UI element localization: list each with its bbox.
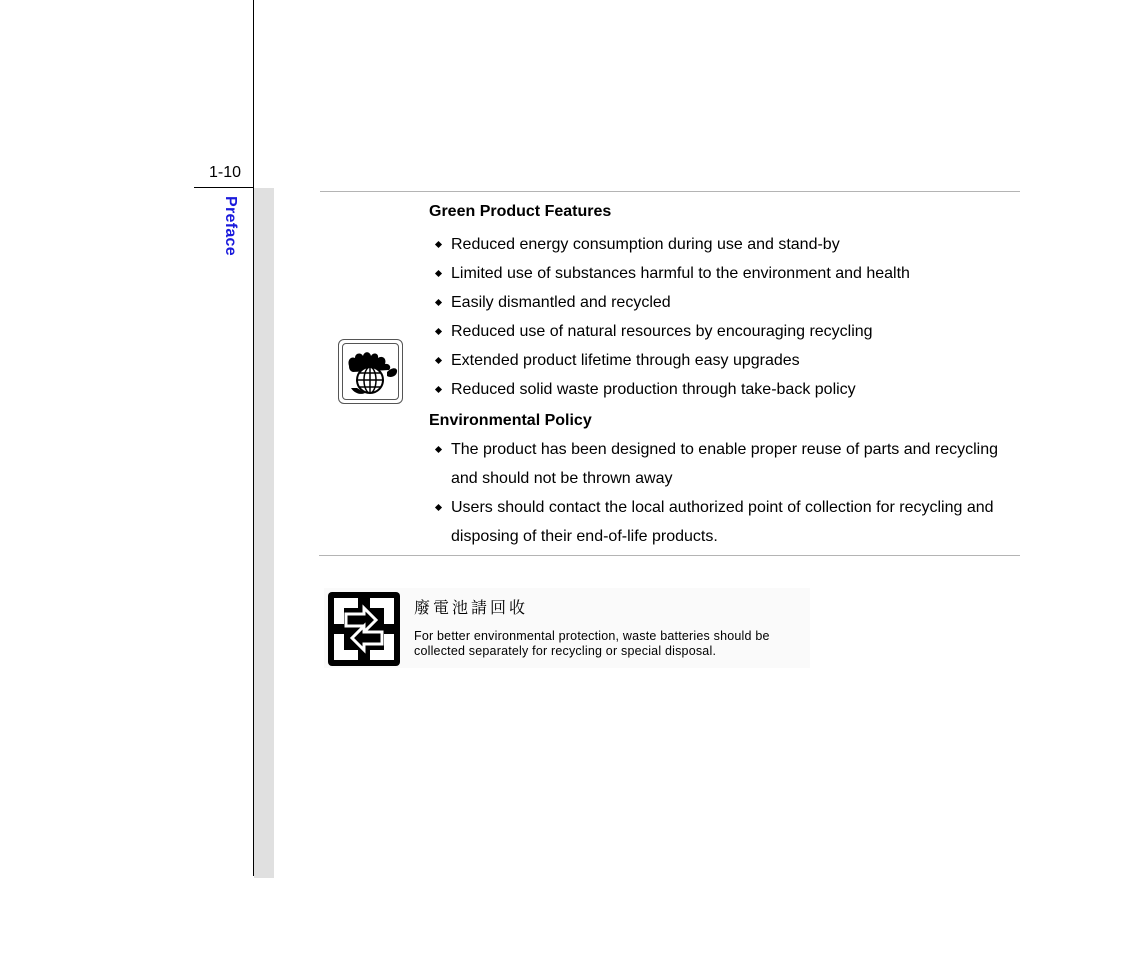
list-item: Users should contact the local authorized point of collection for recycling and disposing of their end-of-life products. <box>429 493 1019 551</box>
green-hands-globe-icon <box>338 339 403 404</box>
environment-content <box>429 200 1019 551</box>
bottom-divider <box>319 555 1020 556</box>
battery-chinese-title: 廢電池請回收 <box>414 598 529 617</box>
battery-notice-text: For better environmental protection, waste batteries should be collected separately for recycling or special disposal. <box>414 629 770 658</box>
list-item: The product has been designed to enable proper reuse of parts and recycling and should not be thrown away <box>429 435 1019 493</box>
battery-recycling-icon <box>326 590 402 668</box>
list-item: Reduced energy consumption during use and stand-by <box>429 230 1019 259</box>
bullet-diamond-icon <box>435 241 442 248</box>
list-item: Limited use of substances harmful to the environment and health <box>429 259 1019 288</box>
green-features-heading: Green Product Features <box>429 203 612 220</box>
page-number-rule <box>194 187 254 188</box>
battery-recycling-notice <box>324 588 810 668</box>
list-item: Reduced use of natural resources by encouraging recycling <box>429 317 1019 346</box>
page-number: 1-10 <box>209 164 242 181</box>
bullet-diamond-icon <box>435 328 442 335</box>
list-item: Easily dismantled and recycled <box>429 288 1019 317</box>
bullet-diamond-icon <box>435 386 442 393</box>
list-item: Reduced solid waste production through take-back policy <box>429 375 1019 404</box>
bullet-diamond-icon <box>435 299 442 306</box>
bullet-diamond-icon <box>435 446 442 453</box>
bullet-diamond-icon <box>435 357 442 364</box>
environmental-policy-list <box>429 435 1019 551</box>
environmental-policy-heading: Environmental Policy <box>429 412 592 429</box>
list-item: Extended product lifetime through easy upgrades <box>429 346 1019 375</box>
green-features-list <box>429 230 1019 404</box>
side-gray-strip <box>254 188 274 878</box>
bullet-diamond-icon <box>435 270 442 277</box>
section-tab-preface: Preface <box>222 196 239 256</box>
top-divider <box>320 191 1020 192</box>
bullet-diamond-icon <box>435 504 442 511</box>
